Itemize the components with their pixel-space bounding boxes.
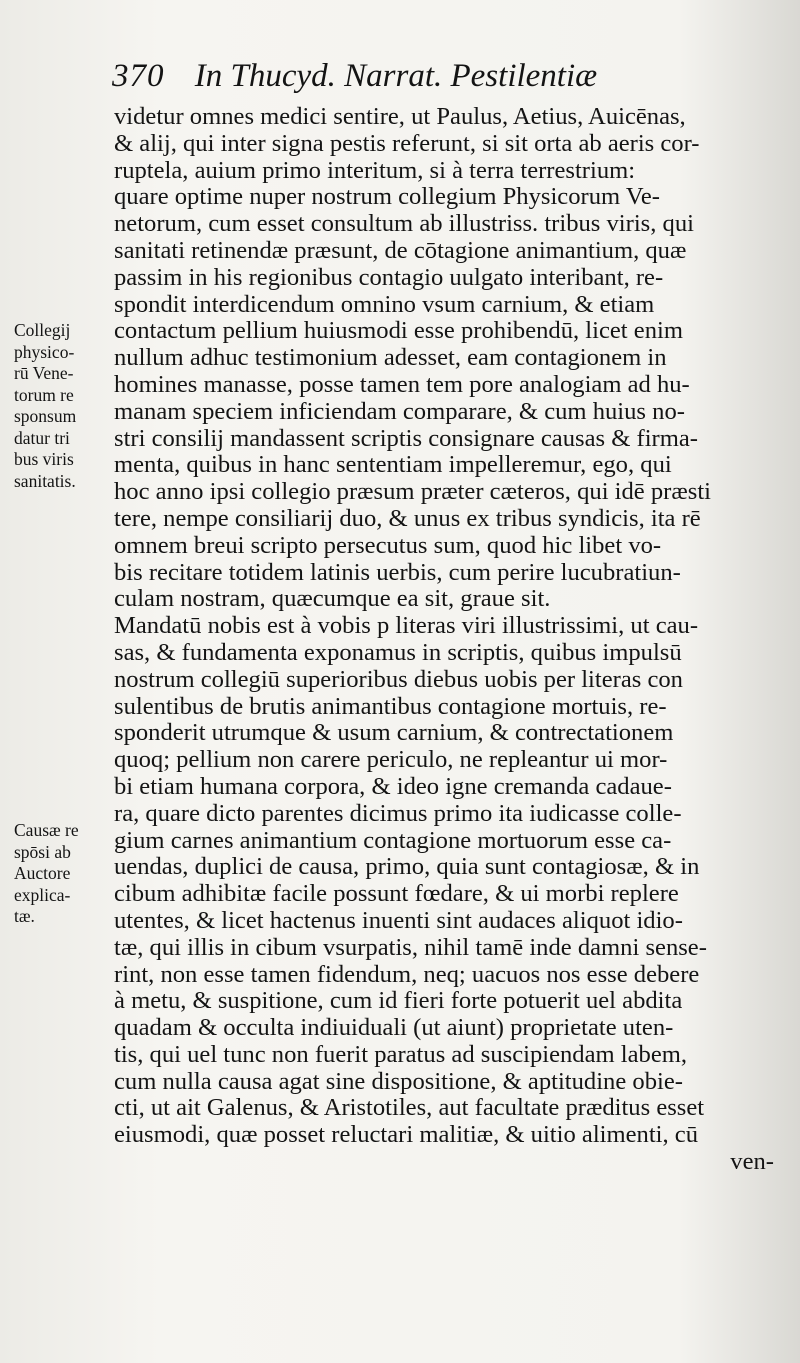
text-line: culam nostram, quæcumque ea sit, graue sit. [114,586,551,613]
text-line: tis, qui uel tunc non fuerit paratus ad suscipiendam labem, [114,1041,688,1068]
marginal-note-causae [14,820,106,928]
text-line: passim in his regionibus contagio uulgato interibant, re- [114,264,664,291]
text-line: hoc anno ipsi collegio præsum præter cæteros, qui idē præsti [114,479,711,506]
text-line: stri consilij mandassent scriptis consignare causas & firma- [114,425,698,452]
marginal-note-line: torum re [14,384,74,405]
text-line: homines manasse, posse tamen tem pore analogiam ad hu- [114,371,690,398]
page-header [112,58,760,104]
text-line: spondit interdicendum omnino vsum carnium, & etiam [114,291,655,318]
marginal-note-line: Auctore [14,863,71,883]
text-line: eiusmodi, quæ posset reluctari malitiæ, & uitio alimenti, cū [114,1122,699,1149]
text-line: sas, & fundamenta exponamus in scriptis, quibus impulsū [114,639,682,666]
marginal-note-line: datur tri [14,427,70,448]
text-line: tere, nempe consiliarij duo, & unus ex tribus syndicis, ita rē [114,505,701,532]
text-line: nullum adhuc testimonium adesset, eam contagionem in [114,345,667,372]
marginal-note-line: physico- [14,341,75,362]
running-title: In Thucyd. Narrat. Pestilentiæ [194,58,598,94]
text-line: sanitati retinendæ præsunt, de cōtagione animantium, quæ [114,237,687,264]
marginal-note-line: Collegij [14,320,71,340]
text-line: ven- [730,1149,774,1176]
text-line: bis recitare totidem latinis uerbis, cum perire lucubratiun- [114,559,681,586]
text-line: sponderit utrumque & usum carnium, & contrectationem [114,720,674,747]
text-line: uendas, duplici de causa, primo, quia sunt contagiosæ, & in [114,854,700,881]
text-line: omnem breui scripto persecutus sum, quod hic libet vo- [114,532,662,559]
text-line: ruptela, auium primo interitum, si à terra terrestrium: [114,157,636,184]
text-line: Mandatū nobis est à vobis p literas viri illustrissimi, ut cau- [114,613,699,640]
marginal-note-line: rū Vene- [14,363,74,383]
text-line: manam speciem inficiendam comparare, & cum huius no- [114,398,685,425]
main-text-block [114,104,774,1176]
text-line: bi etiam humana corpora, & ideo igne cremanda cadaue- [114,773,672,800]
marginal-note-line: Causæ re [14,820,79,840]
text-line: sulentibus de brutis animantibus contagione mortuis, re- [114,693,667,720]
marginal-note-line: spōsi ab [14,841,71,862]
marginal-note-line: explica- [14,884,71,905]
text-line: menta, quibus in hanc sententiam impelleremur, ego, qui [114,452,672,479]
marginal-note-line: bus viris [14,449,74,469]
text-line: quadam & occulta indiuiduali (ut aiunt) proprietate uten- [114,1015,674,1042]
text-line: nostrum collegiū superioribus diebus uobis per literas con [114,666,683,693]
text-line: & alij, qui inter signa pestis referunt, si sit orta ab aeris cor- [114,130,700,157]
text-line: quoq; pellium non carere periculo, ne repleantur ui mor- [114,747,668,774]
text-line: quare optime nuper nostrum collegium Physicorum Ve- [114,184,660,211]
text-line: tæ, qui illis in cibum vsurpatis, nihil tamē inde damni sense- [114,934,707,961]
text-line: utentes, & licet hactenus inuenti sint audaces aliquot idio- [114,907,683,934]
page-number: 370 [112,58,165,94]
text-line: rint, non esse tamen fidendum, neq; uacuos nos esse debere [114,961,700,988]
marginal-note-line: tæ. [14,906,35,926]
marginal-note-collegium [14,320,106,492]
text-line: gium carnes animantium contagione mortuorum esse ca- [114,827,672,854]
text-line: à metu, & suspitione, cum id fieri forte potuerit uel abdita [114,988,683,1015]
text-line: cibum adhibitæ facile possunt fœdare, & ui morbi replere [114,881,679,908]
marginal-note-line: sanitatis. [14,470,76,491]
text-line: netorum, cum esset consultum ab illustriss. tribus viris, qui [114,211,694,238]
marginal-note-line: sponsum [14,406,77,426]
text-line: ra, quare dicto parentes dicimus primo ita iudicasse colle- [114,800,682,827]
text-line: videtur omnes medici sentire, ut Paulus, Aetius, Auicēnas, [114,104,686,130]
text-line: contactum pellium huiusmodi esse prohibendū, licet enim [114,318,683,345]
text-line: cum nulla causa agat sine dispositione, & aptitudine obie- [114,1068,683,1095]
text-line: cti, ut ait Galenus, & Aristotiles, aut facultate præditus esset [114,1095,705,1122]
